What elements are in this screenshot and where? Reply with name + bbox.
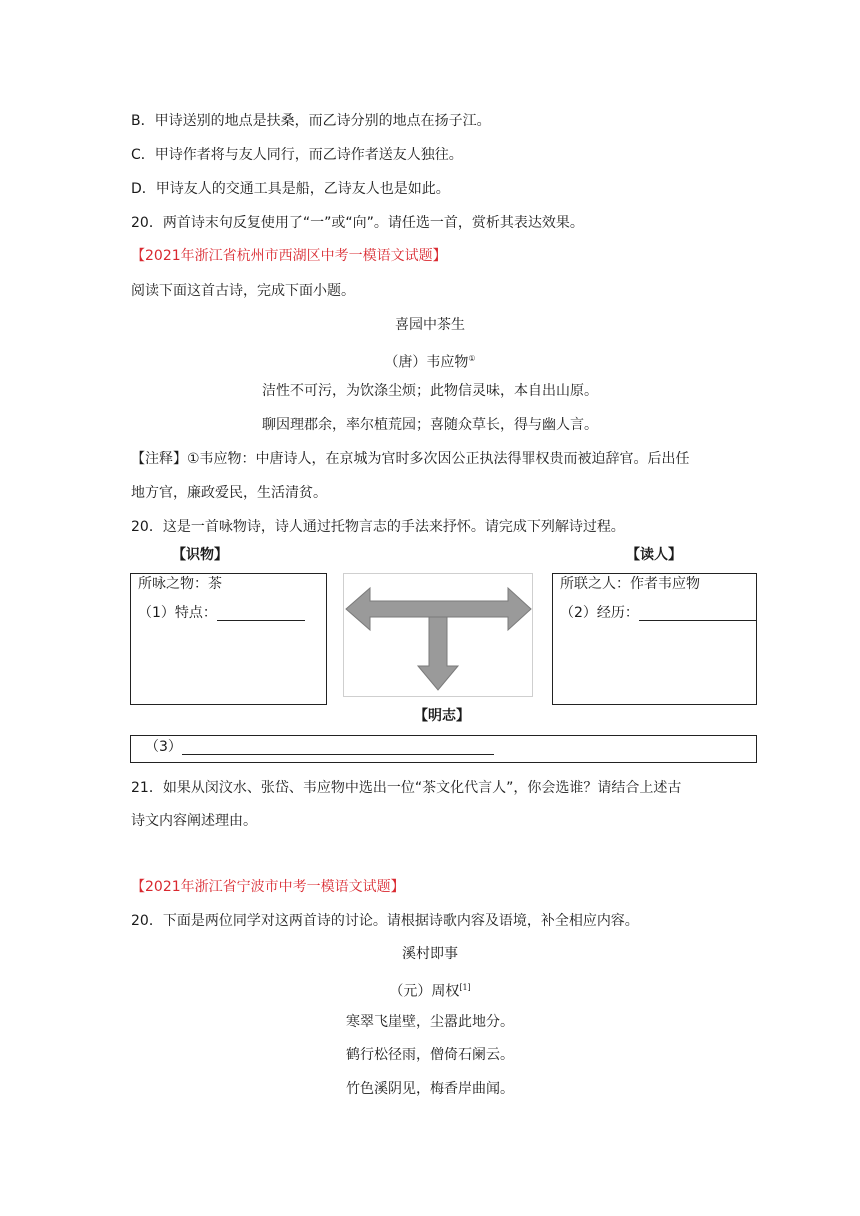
right-line-2: （2）经历： [560, 605, 639, 621]
note-line-1: 【注释】①韦应物：中唐诗人，在京城为官时多次因公正执法得罪权贵而被迫辞官。后出任 [131, 451, 690, 467]
poem2-title: 溪村即事 [402, 946, 458, 962]
option-d: D．甲诗友人的交通工具是船，乙诗友人也是如此。 [131, 181, 450, 197]
left-head: 【识物】 [172, 547, 228, 563]
bottom-line: （3） [145, 739, 182, 755]
bottom-head: 【明志】 [414, 708, 470, 724]
right-head: 【读人】 [626, 547, 682, 563]
question-21-line-2: 诗文内容阐述理由。 [131, 813, 257, 829]
poem2-line-1: 寒翠飞崖壁，尘嚣此地分。 [346, 1014, 514, 1030]
note-line-2: 地方官，廉政爱民，生活清贫。 [131, 485, 327, 501]
question-21-line-1: 21．如果从闵汶水、张岱、韦应物中选出一位“茶文化代言人”，你会选谁？请结合上述古 [131, 780, 682, 796]
poem2-author-note: [1] [459, 983, 471, 992]
left-line-2-row [138, 603, 305, 623]
question-20-a: 20．两首诗末句反复使用了“一”或“向”。请任选一首，赏析其表达效果。 [131, 215, 584, 231]
question-20-c: 20．下面是两位同学对这两首诗的讨论。请根据诗歌内容及语境，补全相应内容。 [131, 913, 639, 929]
poem1-author [0, 349, 860, 373]
poem1-title: 喜园中茶生 [395, 317, 465, 333]
right-line-1: 所联之人：作者韦应物 [560, 576, 700, 592]
bottom-line-row [145, 737, 494, 757]
left-line-1: 所咏之物：茶 [138, 576, 222, 592]
left-line-2: （1）特点： [138, 605, 217, 621]
answer-blank-3[interactable] [182, 740, 494, 755]
question-20-b: 20．这是一首咏物诗，诗人通过托物言志的手法来抒怀。请完成下列解诗过程。 [131, 519, 625, 535]
poem2-author-text: （元）周权 [389, 983, 460, 1000]
poem2-line-2: 鹤行松径雨，僧倚石阑云。 [346, 1047, 514, 1063]
arrow-panel [343, 573, 533, 697]
source-title-1: 【2021年浙江省杭州市西湖区中考一模语文试题】 [131, 248, 447, 264]
option-b: B．甲诗送别的地点是扶桑，而乙诗分别的地点在扬子江。 [131, 113, 491, 129]
instruction-1: 阅读下面这首古诗，完成下面小题。 [131, 283, 355, 299]
right-line-2-row [560, 603, 757, 623]
poem1-author-note: ① [468, 354, 476, 363]
poem2-line-3: 竹色溪阴见，梅香岸曲闻。 [346, 1081, 514, 1097]
poem1-author-text: （唐）韦应物 [384, 354, 469, 371]
answer-blank-1[interactable] [217, 606, 305, 621]
poem1-line-1: 洁性不可污，为饮涤尘烦；此物信灵味，本自出山原。 [262, 383, 598, 399]
t-arrow-icon [344, 574, 532, 696]
down-arrow [418, 617, 458, 690]
source-title-2: 【2021年浙江省宁波市中考一模语文试题】 [131, 879, 405, 895]
answer-blank-2[interactable] [639, 606, 757, 621]
option-c: C．甲诗作者将与友人同行，而乙诗作者送友人独往。 [131, 147, 463, 163]
poem2-author [0, 978, 860, 1002]
poem1-line-2: 聊因理郡余，率尔植荒园；喜随众草长，得与幽人言。 [262, 417, 598, 433]
